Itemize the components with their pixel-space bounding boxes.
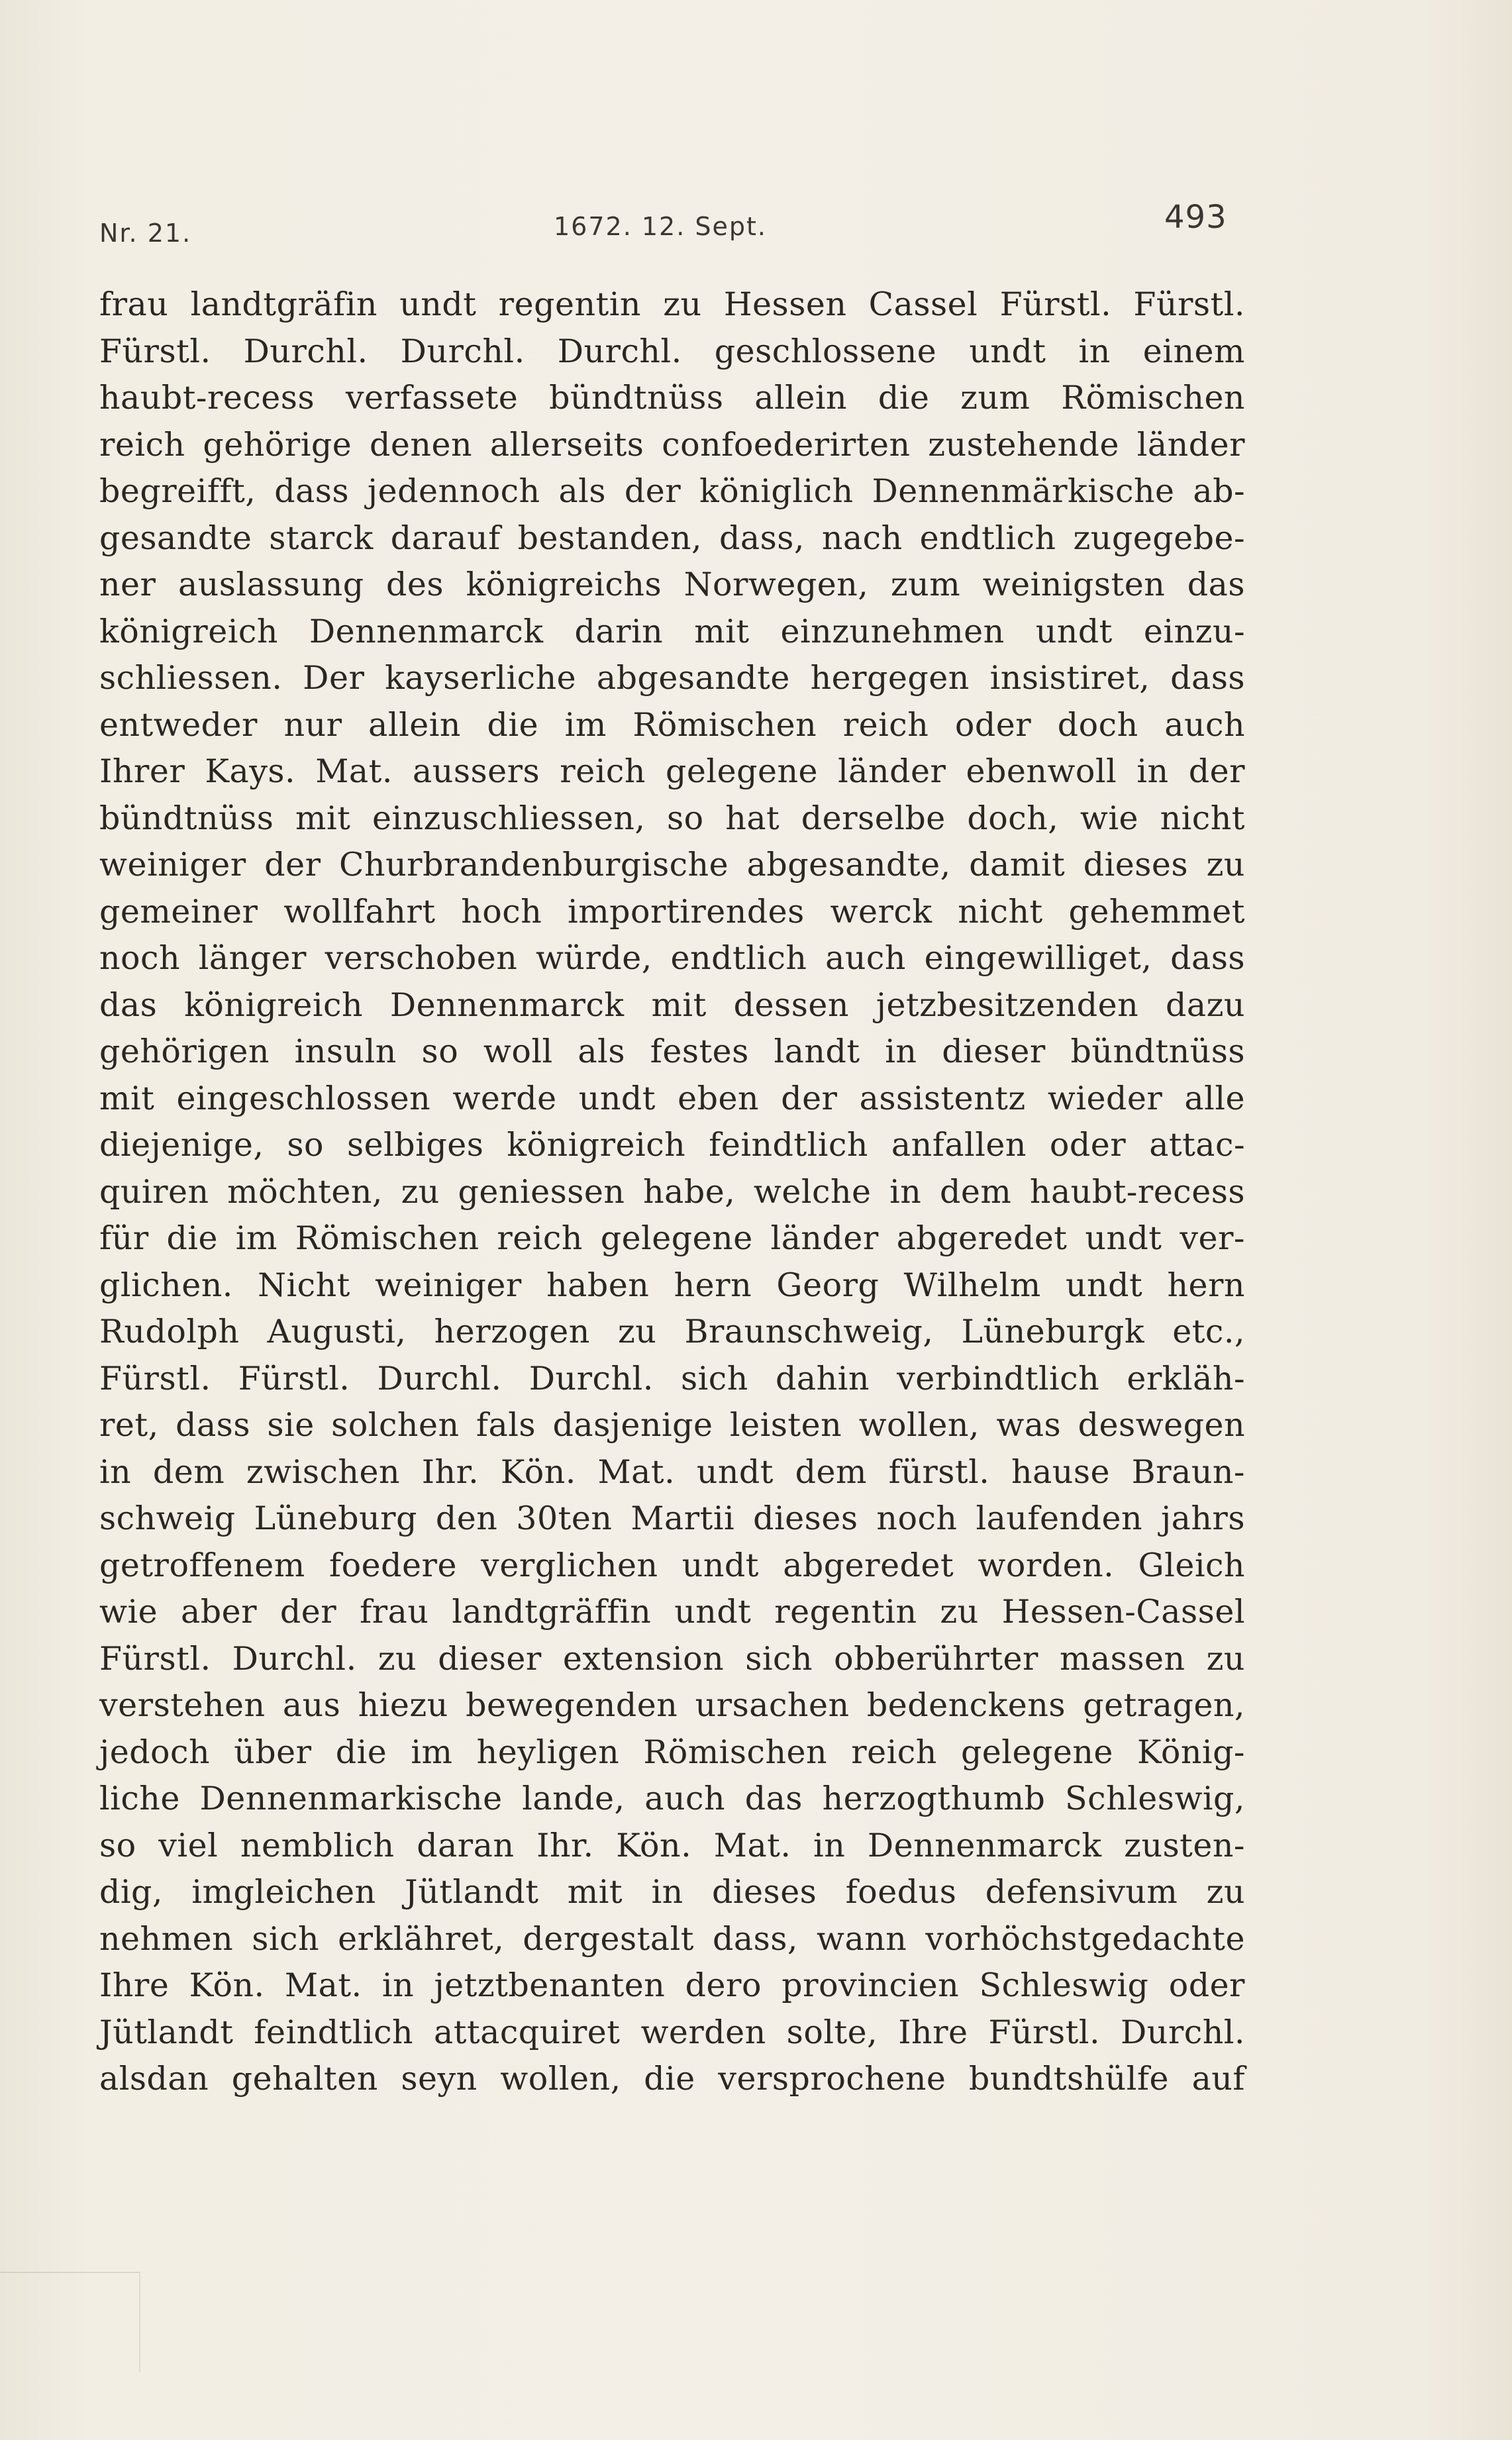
text-line: Ihrer Kays. Mat. aussers reich gelegene länder ebenwoll in der [99,752,1245,790]
text-line: diejenige, so selbiges königreich feindtlich anfallen oder attac- [99,1126,1245,1164]
text-line: für die im Römischen reich gelegene länder abgeredet undt ver- [99,1219,1245,1257]
text-line: verstehen aus hiezu bewegenden ursachen bedenckens getragen, [99,1686,1245,1724]
text-line: jedoch über die im heyligen Römischen reich gelegene König- [99,1733,1245,1771]
body-text [99,281,1245,2103]
text-line: dig, imgleichen Jütlandt mit in dieses foedus defensivum zu [99,1873,1245,1911]
text-line: königreich Dennenmarck darin mit einzunehmen undt einzu- [99,612,1245,650]
document-number: Nr. 21. [99,219,192,248]
text-line: noch länger verschoben würde, endtlich auch eingewilliget, dass [99,939,1245,977]
text-line: reich gehörige denen allerseits confoederirten zustehende länder [99,425,1245,464]
text-line: Rudolph Augusti, herzogen zu Braunschweig, Lüneburgk etc., [99,1313,1245,1350]
text-line: Fürstl. Durchl. Durchl. Durchl. geschlossene undt in einem [99,332,1245,370]
text-line: das königreich Dennenmarck mit dessen jetzbesitzenden dazu [99,986,1245,1024]
text-line: liche Dennenmarkische lande, auch das herzogthumb Schleswig, [99,1780,1245,1817]
text-line: wie aber der frau landtgräffin undt regentin zu Hessen-Cassel [99,1593,1245,1631]
text-line: Ihre Kön. Mat. in jetztbenanten dero provincien Schleswig oder [99,1966,1245,2004]
text-line: schliessen. Der kayserliche abgesandte hergegen insistiret, dass [99,659,1245,697]
text-line: gehörigen insuln so woll als festes landt in dieser bündtnüss [99,1033,1245,1070]
text-line: schweig Lüneburg den 30ten Martii dieses noch laufenden jahrs [99,1500,1245,1537]
text-line: Jütlandt feindtlich attacquiret werden solte, Ihre Fürstl. Durchl. [99,2013,1245,2051]
text-line: glichen. Nicht weiniger haben hern Georg Wilhelm undt hern [99,1266,1245,1304]
text-line: bündtnüss mit einzuschliessen, so hat derselbe doch, wie nicht [99,799,1245,837]
page-header [99,199,1225,252]
text-line: haubt-recess verfassete bündtnüss allein die zum Römischen [99,379,1245,417]
text-line: gemeiner wollfahrt hoch importirendes werck nicht gehemmet [99,892,1245,931]
document-date: 1672. 12. Sept. [554,212,767,241]
page-number: 493 [1164,199,1227,236]
text-line: begreifft, dass jedennoch als der königlich Dennenmärkische ab- [99,472,1245,510]
text-line: Fürstl. Fürstl. Durchl. Durchl. sich dahin verbindtlich erkläh- [99,1359,1245,1398]
text-line: entweder nur allein die im Römischen reich oder doch auch [99,705,1245,744]
text-line: ret, dass sie solchen fals dasjenige leisten wollen, was deswegen [99,1406,1245,1444]
text-line: mit eingeschlossen werde undt eben der assistentz wieder alle [99,1079,1245,1117]
text-line: ner auslassung des königreichs Norwegen, zum weinigsten das [99,566,1245,603]
text-line: getroffenem foedere verglichen undt abgeredet worden. Gleich [99,1546,1245,1584]
text-line: so viel nemblich daran Ihr. Kön. Mat. in Dennenmarck zusten- [99,1826,1245,1864]
text-line: Fürstl. Durchl. zu dieser extension sich obberührter massen zu [99,1639,1245,1678]
text-line: frau landtgräfin undt regentin zu Hessen Cassel Fürstl. Fürstl. [99,285,1245,323]
scan-margin-mark [0,2272,140,2372]
text-line: in dem zwischen Ihr. Kön. Mat. undt dem fürstl. hause Braun- [99,1452,1245,1491]
text-line: quiren möchten, zu geniessen habe, welche in dem haubt-recess [99,1172,1245,1211]
text-line: weiniger der Churbrandenburgische abgesandte, damit dieses zu [99,846,1245,884]
text-line: alsdan gehalten seyn wollen, die versprochene bundtshülfe auf [99,2060,1245,2098]
text-line: gesandte starck darauf bestanden, dass, nach endtlich zugegebe- [99,519,1245,557]
text-line: nehmen sich erklähret, dergestalt dass, wann vorhöchstgedachte [99,1919,1245,1958]
